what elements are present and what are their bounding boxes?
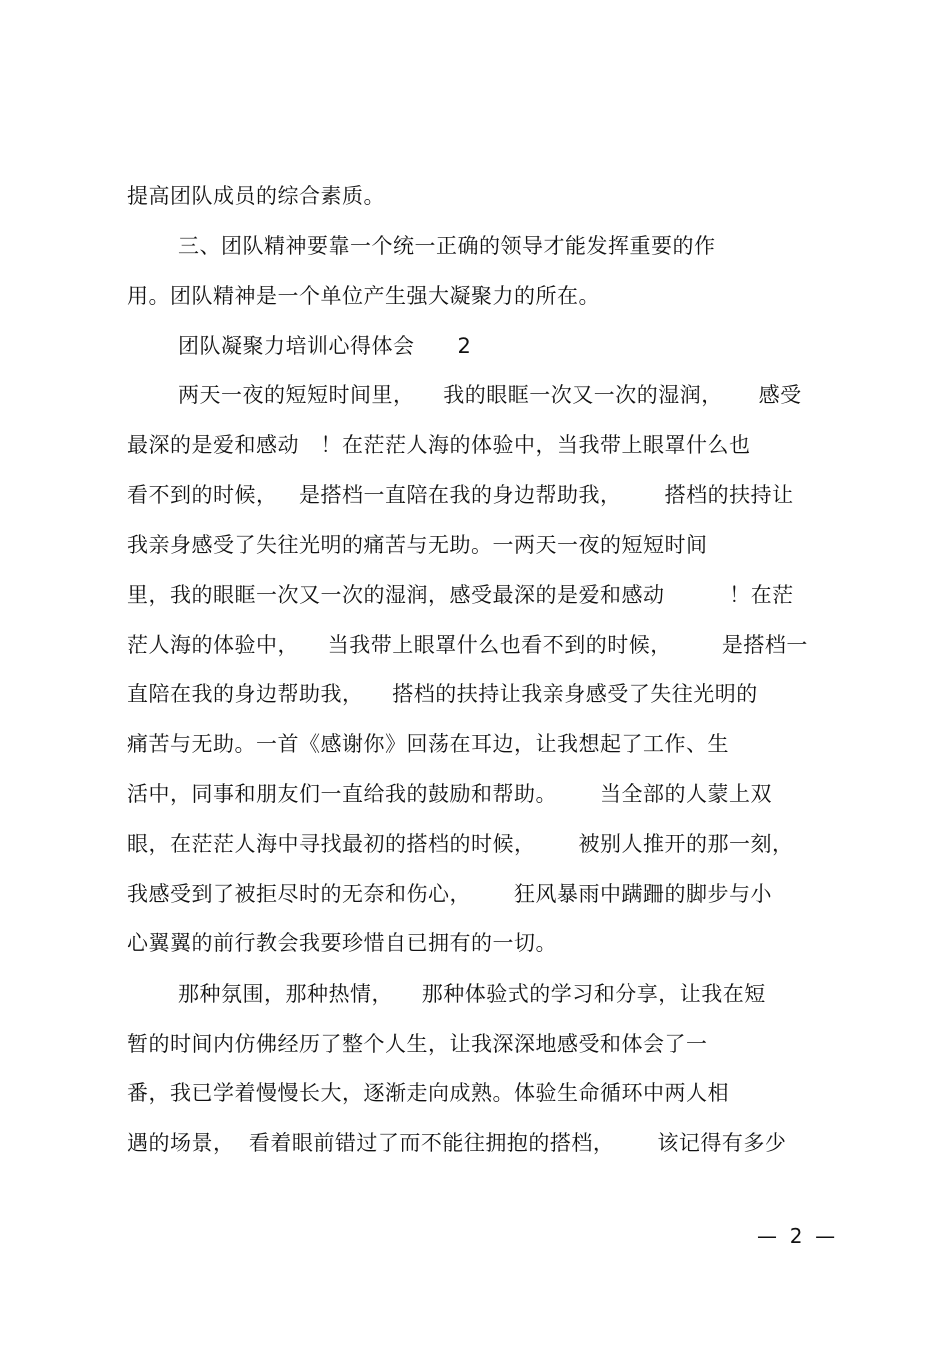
text-line: 直陪在我的身边帮助我， 搭档的扶持让我亲身感受了失往光明的 — [127, 682, 758, 706]
text-line: 暂的时间内仿佛经历了整个人生，让我深深地感受和体会了一 — [127, 1032, 708, 1056]
text-line: 提高团队成员的综合素质。 — [127, 184, 385, 208]
text-line: 痛苦与无助。一首《感谢你》回荡在耳边，让我想起了工作、生 — [127, 732, 729, 756]
text-line: 看不到的时候， 是搭档一直陪在我的身边帮助我， 搭档的扶持让 — [127, 483, 794, 507]
paragraph-first-line: 那种氛围，那种热情， 那种体验式的学习和分享，让我在短 — [178, 982, 766, 1006]
text-line: 我感受到了被拒尽时的无奈和伤心， 狂风暴雨中蹒跚的脚步与小 — [127, 882, 773, 906]
text-line: 心翼翼的前行教会我要珍惜自已拥有的一切。 — [127, 931, 557, 955]
text-line: 茫人海的体验中， 当我带上眼罩什么也看不到的时候， 是搭档一 — [127, 633, 808, 657]
text-line: 活中，同事和朋友们一直给我的鼓励和帮助。 当全部的人蒙上双 — [127, 782, 773, 806]
text-line: 最深的是爱和感动 ！在茫茫人海的体验中，当我带上眼罩什么也 — [127, 433, 751, 457]
paragraph-first-line: 三、团队精神要靠一个统一正确的领导才能发挥重要的作 — [178, 234, 716, 258]
section-heading: 团队凝聚力培训心得体会 2 — [178, 334, 472, 358]
text-line: 用。团队精神是一个单位产生强大凝聚力的所在。 — [127, 284, 600, 308]
text-line: 番，我已学着慢慢长大，逐渐走向成熟。体验生命循环中两人相 — [127, 1081, 729, 1105]
text-line: 眼，在茫茫人海中寻找最初的搭档的时候， 被别人推开的那一刻， — [127, 832, 794, 856]
text-line: 里，我的眼眶一次又一次的湿润，感受最深的是爱和感动 ！在茫 — [127, 583, 794, 607]
text-line: 遇的场景， 看着眼前错过了而不能往拥抱的搭档， 该记得有多少 — [127, 1131, 787, 1155]
text-line: 我亲身感受了失往光明的痛苦与无助。一两天一夜的短短时间 — [127, 533, 708, 557]
page-number: — 2 — — [757, 1224, 836, 1248]
paragraph-first-line: 两天一夜的短短时间里， 我的眼眶一次又一次的湿润， 感受 — [178, 383, 802, 407]
